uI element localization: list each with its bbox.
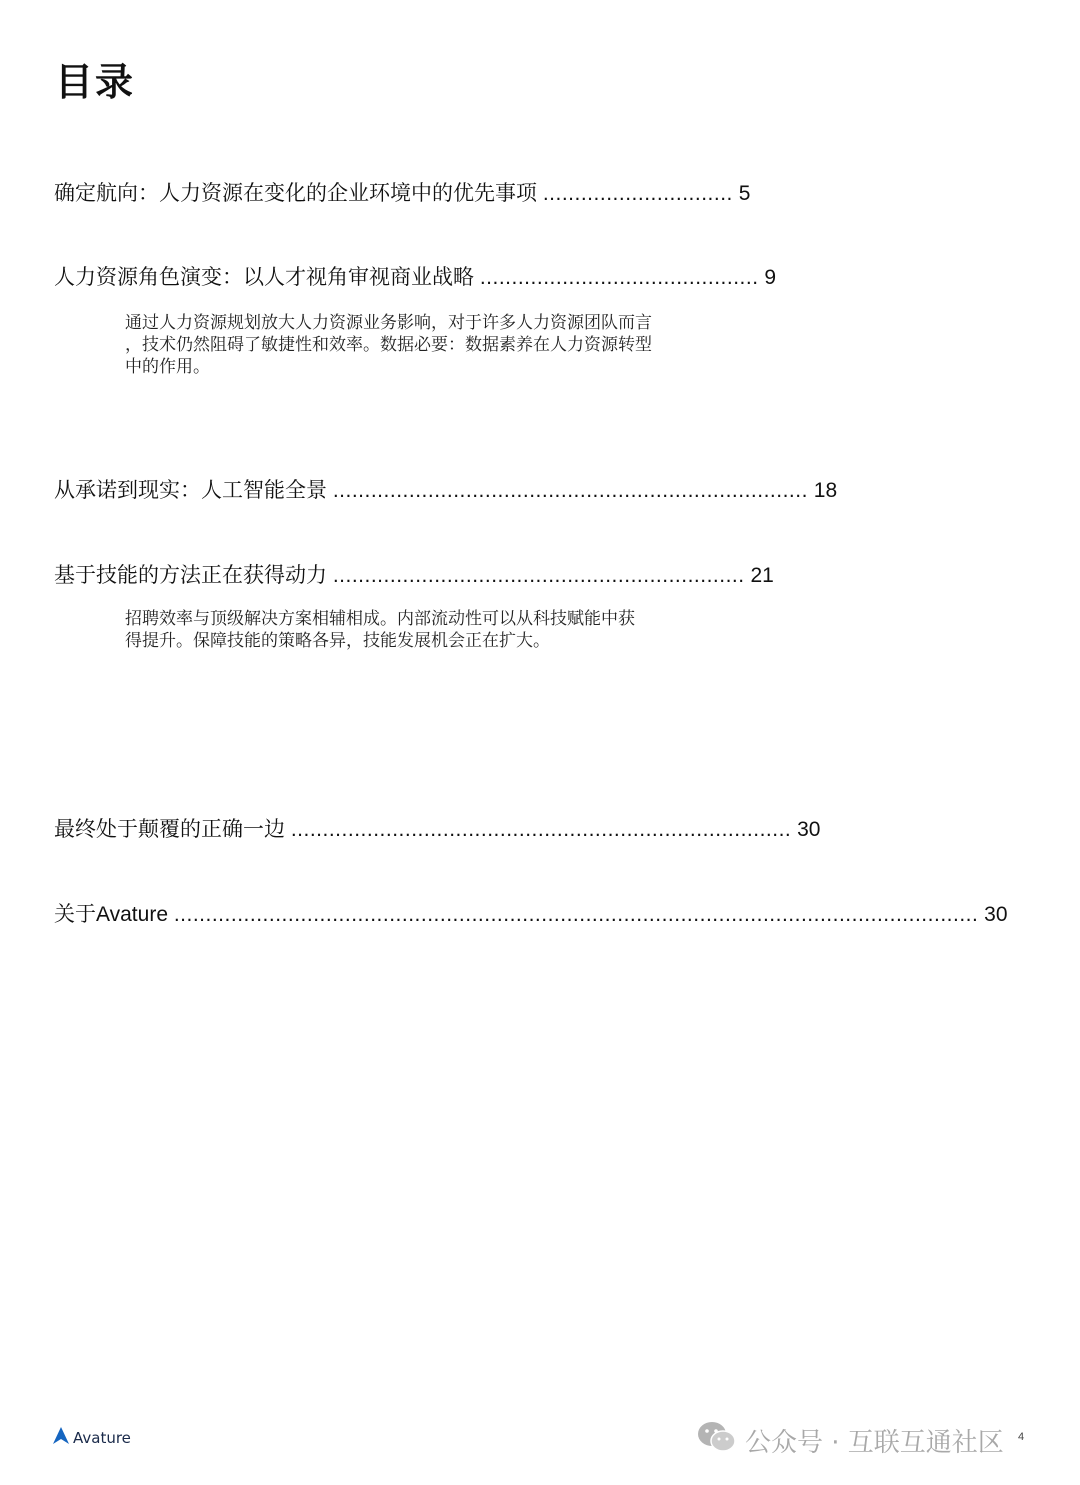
watermark-text: 公众号 · 互联互通社区 [745,1428,1004,1458]
toc-leader-dots: ........................................................................... [332,479,808,502]
toc-entry-page: 30 [797,818,821,841]
toc-leader-dots: ............................................................................... [290,818,792,841]
toc-entry-title: 确定航向：人力资源在变化的企业环境中的优先事项 [54,182,537,205]
toc-entry[interactable] [54,264,776,292]
wechat-icon [697,1420,737,1461]
toc-entry[interactable] [54,816,820,844]
toc-sub-line: ，技术仍然阻碍了敏捷性和效率。数据必要：数据素养在人力资源转型 [125,335,652,354]
toc-entry[interactable] [54,562,774,590]
toc-entry-title: 最终处于颠覆的正确一边 [54,818,285,841]
page-number: 4 [1018,1431,1025,1443]
toc-entry-title: 关于Avature [54,903,168,926]
toc-leader-dots: .............................. [542,182,733,205]
toc-entry[interactable] [54,180,750,208]
toc-sub-line: 招聘效率与顶级解决方案相辅相成。内部流动性可以从科技赋能中获 [125,609,635,628]
toc-entry[interactable] [54,901,1008,929]
toc-entry-page: 21 [750,564,774,587]
toc-sub-line: 得提升。保障技能的策略各异，技能发展机会正在扩大。 [125,631,550,650]
footer-brand-logo [53,1428,131,1448]
toc-entry-title: 从承诺到现实：人工智能全景 [54,479,327,502]
avature-logo-icon [53,1427,69,1449]
toc-leader-dots: ............................................................................................................................... [173,903,979,926]
toc-entry-page: 9 [764,266,777,289]
toc-entry-title: 基于技能的方法正在获得动力 [54,564,327,587]
toc-subsection-summary [125,608,635,652]
toc-entry-page: 18 [813,479,838,502]
watermark [697,1420,1004,1461]
toc-subsection-summary [125,312,652,378]
toc-sub-line: 通过人力资源规划放大人力资源业务影响，对于许多人力资源团队而言 [125,313,652,332]
toc-entry-page: 5 [738,182,751,205]
toc-leader-dots: ................................................................. [332,564,745,587]
toc-entry[interactable] [54,477,837,505]
page-title: 目录 [55,62,136,104]
toc-leader-dots: ............................................ [479,266,759,289]
brand-name: Avature [73,1429,131,1447]
toc-entry-page: 30 [984,903,1008,926]
toc-entry-title: 人力资源角色演变：以人才视角审视商业战略 [54,266,474,289]
toc-sub-line: 中的作用。 [125,357,210,376]
